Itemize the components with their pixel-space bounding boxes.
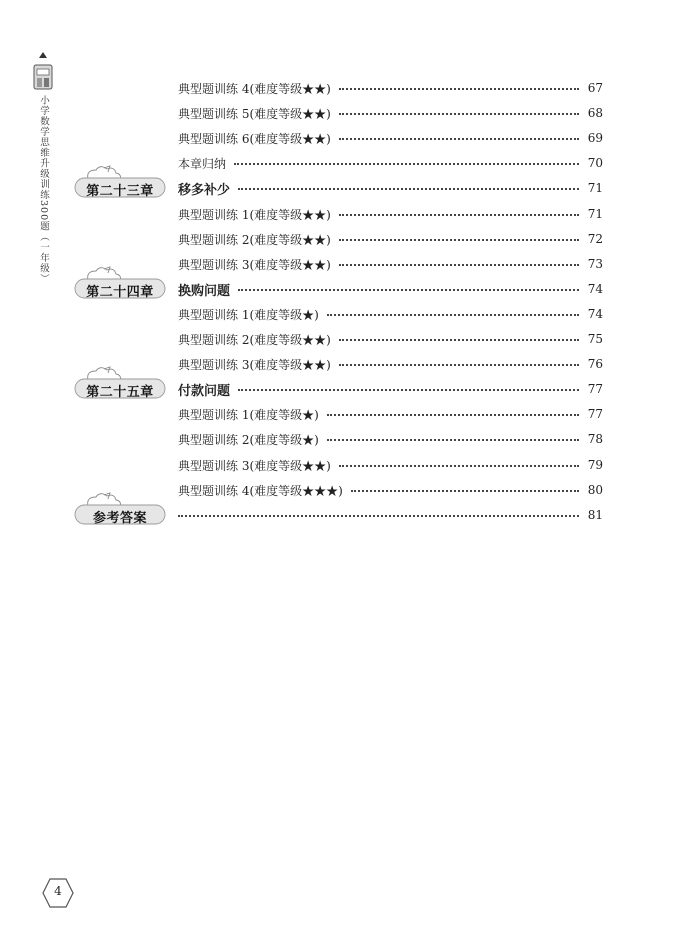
- toc-entry-title: 典型题训练 2(难度等级★): [178, 432, 319, 447]
- toc-entry-title: 典型题训练 3(难度等级★★): [178, 357, 331, 372]
- toc-page-number: 81: [587, 508, 603, 522]
- toc-page-number: 78: [587, 432, 603, 446]
- dot-leader: [339, 138, 579, 140]
- dot-leader: [178, 515, 579, 517]
- toc-entry[interactable]: [178, 456, 603, 474]
- toc-entry[interactable]: [178, 405, 603, 423]
- toc-entry-title: 典型题训练 5(难度等级★★): [178, 106, 331, 121]
- toc-page-number: 79: [587, 458, 603, 472]
- chapter-label: 第二十三章: [86, 184, 154, 199]
- page-number-text: 4: [54, 884, 62, 898]
- dot-leader: [339, 214, 579, 216]
- page-number: [42, 878, 74, 908]
- dot-leader: [339, 364, 579, 366]
- toc-entry-title: 移多补少: [178, 182, 231, 198]
- toc-page-number: 71: [587, 207, 603, 221]
- toc-entry[interactable]: [178, 430, 603, 448]
- triangle-marker-icon: [39, 52, 47, 58]
- dot-leader: [339, 113, 579, 115]
- book-stack-icon: [31, 61, 55, 91]
- side-series-title: [30, 52, 56, 284]
- toc-entry[interactable]: [178, 305, 603, 323]
- chapter-badge: [74, 492, 166, 526]
- toc-page-number: 67: [587, 81, 603, 95]
- chapter-label: 参考答案: [92, 511, 147, 526]
- toc-page-number: 74: [587, 282, 603, 296]
- dot-leader: [327, 314, 579, 316]
- dot-leader: [351, 490, 579, 492]
- toc-page-number: 73: [587, 257, 603, 271]
- toc-entry[interactable]: [178, 280, 603, 298]
- dot-leader: [339, 264, 579, 266]
- toc-entry-title: 典型题训练 3(难度等级★★): [178, 257, 331, 272]
- toc-entry-title: 典型题训练 1(难度等级★): [178, 407, 319, 422]
- toc-entry-title: 典型题训练 2(难度等级★★): [178, 232, 331, 247]
- toc-page-number: 76: [587, 357, 603, 371]
- toc-entry[interactable]: [178, 481, 603, 499]
- dot-leader: [339, 465, 579, 467]
- toc-entry[interactable]: [178, 154, 603, 172]
- toc-page-number: 77: [587, 382, 603, 396]
- toc-page-number: 75: [587, 332, 603, 346]
- toc-entry[interactable]: [178, 255, 603, 273]
- dot-leader: [339, 88, 579, 90]
- toc-entry[interactable]: [178, 355, 603, 373]
- dot-leader: [339, 339, 579, 341]
- toc-page-number: 70: [587, 156, 603, 170]
- toc-entry[interactable]: [178, 330, 603, 348]
- toc-entry-title: 典型题训练 6(难度等级★★): [178, 131, 331, 146]
- toc-entry[interactable]: [178, 179, 603, 197]
- series-title-text: 小学数学思维升级训练300题（一年级）: [38, 95, 49, 285]
- toc-entry[interactable]: [178, 205, 603, 223]
- toc-page-number: 68: [587, 106, 603, 120]
- toc-entry-title: 换购问题: [178, 283, 231, 299]
- toc-page-number: 71: [587, 181, 603, 195]
- toc-entry-title: 典型题训练 1(难度等级★): [178, 307, 319, 322]
- toc-entry[interactable]: [178, 79, 603, 97]
- toc-page-number: 80: [587, 483, 603, 497]
- toc-entry-title: 典型题训练 4(难度等级★★): [178, 81, 331, 96]
- toc-entry[interactable]: [178, 230, 603, 248]
- toc-page-number: 69: [587, 131, 603, 145]
- chapter-badge: [74, 165, 166, 199]
- dot-leader: [238, 389, 579, 391]
- toc-entry[interactable]: [178, 380, 603, 398]
- toc-entry-title: 典型题训练 4(难度等级★★★): [178, 483, 343, 498]
- dot-leader: [238, 188, 579, 190]
- toc-page-number: 77: [587, 407, 603, 421]
- dot-leader: [327, 439, 579, 441]
- dot-leader: [339, 239, 579, 241]
- dot-leader: [327, 414, 579, 416]
- toc-entry[interactable]: [170, 506, 603, 524]
- dot-leader: [238, 289, 579, 291]
- chapter-label: 第二十四章: [86, 285, 154, 300]
- dot-leader: [234, 163, 579, 165]
- chapter-badge: [74, 266, 166, 300]
- chapter-badge: [74, 366, 166, 400]
- toc-entry-title: 本章归纳: [178, 156, 227, 171]
- toc-page-number: 74: [587, 307, 603, 321]
- toc-entry-title: 典型题训练 3(难度等级★★): [178, 458, 331, 473]
- toc-entry-title: 典型题训练 1(难度等级★★): [178, 207, 331, 222]
- chapter-label: 第二十五章: [86, 385, 154, 400]
- toc-page-number: 72: [587, 232, 603, 246]
- toc-entry[interactable]: [178, 129, 603, 147]
- toc-entry[interactable]: [178, 104, 603, 122]
- toc-entry-title: 付款问题: [178, 383, 231, 399]
- toc-entry-title: 典型题训练 2(难度等级★★): [178, 332, 331, 347]
